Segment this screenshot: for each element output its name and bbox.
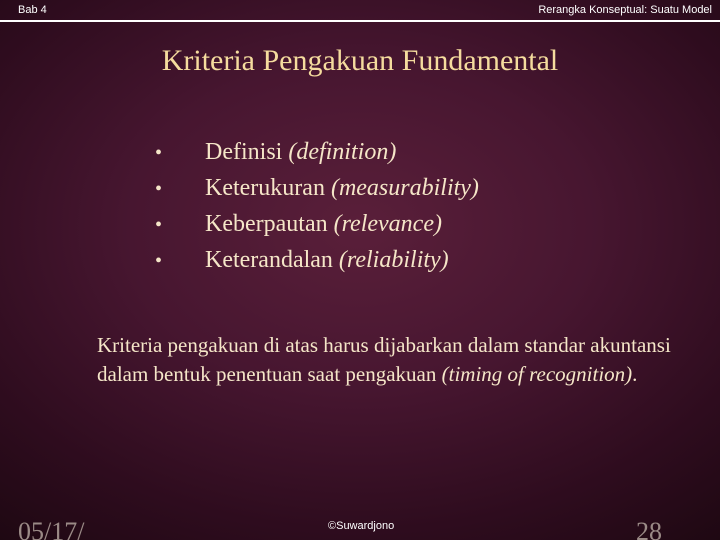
paragraph-english: (timing of recognition) — [441, 362, 633, 386]
list-item-text: Keterandalan — [205, 247, 339, 273]
bullet-icon: • — [155, 178, 163, 200]
list-item — [155, 242, 479, 278]
section-title: Rerangka Konseptual: Suatu Model — [538, 4, 712, 16]
chapter-label: Bab 4 — [18, 4, 47, 16]
list-item-english: (definition) — [288, 139, 397, 165]
slide-title: Kriteria Pengakuan Fundamental — [161, 44, 559, 77]
list-item-english: (relevance) — [333, 211, 442, 237]
list-item-english: (reliability) — [338, 247, 449, 273]
paragraph-text: Kriteria pengakuan di atas harus dijabarkan dalam standar akuntansi dalam bentuk penentuan saat pengakuan — [97, 333, 671, 386]
list-item — [155, 206, 479, 242]
list-item — [155, 134, 479, 170]
bullet-icon: • — [155, 214, 163, 236]
list-item — [155, 170, 479, 206]
bullet-icon: • — [155, 142, 163, 164]
paragraph-end: . — [632, 362, 638, 386]
list-item-text: Keterukuran — [205, 175, 331, 201]
body-paragraph — [97, 331, 677, 389]
list-item-text: Keberpautan — [205, 211, 334, 237]
bullet-icon: • — [155, 250, 163, 272]
page-number: 28 — [636, 517, 662, 540]
criteria-list — [155, 134, 479, 278]
footer-credit: ©Suwardjono — [328, 520, 395, 532]
header-divider — [0, 20, 720, 22]
footer-date: 05/17/ — [18, 517, 85, 540]
list-item-english: (measurability) — [330, 175, 479, 201]
list-item-text: Definisi — [205, 139, 289, 165]
